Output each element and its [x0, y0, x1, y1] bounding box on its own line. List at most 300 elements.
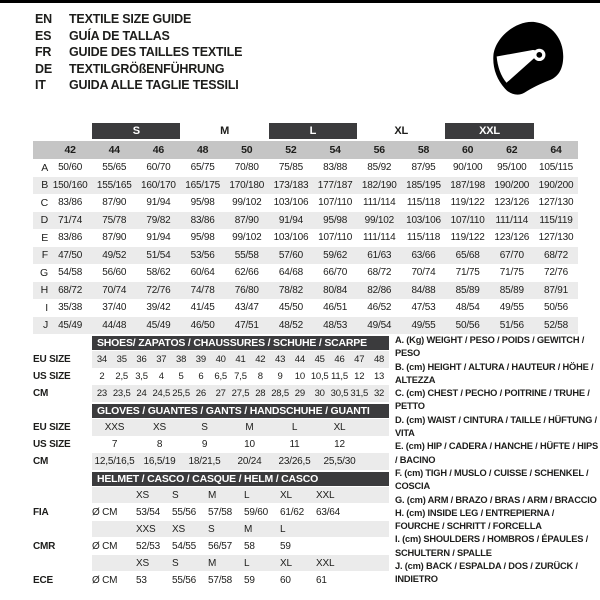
size-column-header: 50 — [241, 144, 253, 156]
helmet-values-row — [33, 503, 389, 521]
measurement-row — [33, 282, 578, 300]
measurement-cell: 75/78 — [102, 214, 127, 226]
helmet-size-header: L — [280, 523, 286, 535]
shoe-us-size-cell: 12 — [354, 371, 365, 382]
helmet-diameter-cell: 56/57 — [208, 540, 233, 552]
row-letter: A — [41, 161, 48, 174]
legend-item: B. (cm) HEIGHT / ALTURA / HAUTEUR / HÖHE / ALTEZZA — [395, 361, 594, 385]
helmet-size-header: XXS — [136, 523, 156, 535]
gloves-cm-row — [33, 453, 389, 470]
helmet-diameter-cell: 55/56 — [172, 574, 197, 586]
measurement-cell: 47/51 — [234, 319, 259, 331]
measurement-cell: 68/72 — [543, 249, 568, 261]
measurement-cell: 83/86 — [58, 197, 83, 209]
gloves-us-cells — [92, 436, 389, 453]
measurement-cell: 119/122 — [450, 232, 485, 244]
measurement-cell: 65/68 — [455, 249, 480, 261]
measurement-cell: 45/49 — [146, 319, 171, 331]
measurement-cell: 90/100 — [452, 162, 483, 174]
language-line — [35, 77, 242, 94]
row-label-eu-size: EU SIZE — [33, 422, 71, 433]
shoe-cm-cell: 24 — [136, 388, 147, 399]
helmet-size-cells — [92, 521, 389, 537]
measurement-row — [33, 212, 578, 230]
measurement-cell: 105/115 — [538, 162, 573, 174]
helmet-standard-block — [33, 521, 389, 555]
measurement-cell: 53/56 — [190, 249, 215, 261]
measurement-cell: 119/122 — [450, 197, 485, 209]
measurement-cell: 71/75 — [499, 267, 524, 279]
helmet-size-header: XS — [172, 523, 185, 535]
legend-item: A. (Kg) WEIGHT / PESO / POIDS / GEWITCH / PESO — [395, 335, 585, 359]
measurement-cell: 50/60 — [58, 162, 83, 174]
helmet-size-header: XXL — [316, 489, 335, 501]
measurement-cell: 99/102 — [232, 197, 262, 209]
gloves-title-row — [33, 404, 389, 418]
shoe-eu-size-cell: 36 — [136, 354, 147, 365]
gloves-cm-cells — [92, 453, 389, 470]
guide-title: GUIDA ALLE TAGLIE TESSILI — [69, 78, 239, 93]
measurement-cell: 44/48 — [102, 319, 127, 331]
measurement-cell: 46/50 — [190, 319, 215, 331]
measurement-cells — [48, 159, 578, 177]
size-column-header: 52 — [285, 144, 297, 156]
measurement-row — [33, 264, 578, 282]
measurement-cell: 85/89 — [455, 284, 480, 296]
measurement-cell: 78/82 — [278, 284, 303, 296]
helmet-size-cells — [92, 487, 389, 503]
measurement-cells — [48, 177, 578, 195]
measurement-cell: 58/62 — [146, 267, 171, 279]
row-label-cm: CM — [33, 388, 49, 399]
row-label-us-size: US SIZE — [33, 439, 71, 450]
measurement-cell: 190/200 — [538, 179, 574, 191]
row-letter: H — [40, 284, 48, 297]
shoe-cm-cell: 32 — [373, 388, 385, 399]
row-letter: D — [40, 214, 48, 227]
language-line — [35, 61, 242, 78]
language-code: IT — [35, 78, 46, 93]
measurement-cell: 46/52 — [367, 302, 392, 314]
helmet-diameter-cell: 57/58 — [208, 574, 233, 586]
measurement-cell: 50/56 — [455, 319, 480, 331]
legend-item: D. (cm) WAIST / CINTURA / TAILLE / HÜFTUNG / VITA — [395, 414, 597, 439]
measurement-cell: 80/84 — [323, 284, 348, 296]
group-spacer — [534, 123, 578, 139]
measurement-cell: 70/74 — [411, 267, 436, 279]
shoe-us-size-cell: 5 — [178, 371, 184, 382]
shoe-us-size-cell: 6,5 — [214, 371, 227, 382]
row-letter: B — [41, 179, 48, 192]
helmet-size-header: XS — [136, 489, 149, 501]
measurement-cell: 85/89 — [499, 284, 524, 296]
helmet-diameter-cell: 54/55 — [172, 540, 197, 552]
measurement-cell: 87/90 — [234, 214, 259, 226]
shoe-eu-size-cell: 44 — [294, 354, 305, 365]
measurement-cell: 41/45 — [190, 302, 215, 314]
helmet-standard-block — [33, 555, 389, 589]
measurement-row — [33, 299, 578, 317]
measurement-cell: 82/86 — [367, 284, 392, 296]
measurement-cell: 150/160 — [52, 179, 88, 191]
helmet-sizes-row — [33, 487, 389, 503]
group-spacer — [33, 123, 92, 139]
helmet-diameter-cell: 55/56 — [172, 506, 197, 518]
helmet-diameter-cell: 60 — [280, 574, 291, 586]
measurement-cell: 68/72 — [367, 267, 392, 279]
row-label-cm: CM — [33, 456, 49, 467]
measurement-cell: 70/80 — [234, 162, 259, 174]
size-column-header: 48 — [196, 144, 209, 156]
shoe-eu-size-cell: 35 — [116, 354, 127, 365]
glove-cm-cell: 18/21,5 — [188, 456, 221, 467]
shoes-eu-cells — [92, 351, 389, 368]
measurement-cell: 83/86 — [190, 214, 215, 226]
measurement-cell: 48/52 — [278, 319, 303, 331]
legend-item: C. (cm) CHEST / PECHO / POITRINE / TRUHE / PETTO — [395, 388, 590, 412]
glove-us-size-cell: 9 — [201, 439, 208, 450]
helmet-value-cells — [92, 503, 389, 521]
measurement-cells — [48, 212, 578, 230]
measurement-cell: 43/47 — [234, 302, 259, 314]
size-column-header: 60 — [461, 144, 474, 156]
glove-cm-cell: 12,5/16,5 — [94, 456, 135, 467]
racing-helmet-icon — [486, 12, 568, 106]
measurement-legend — [395, 334, 598, 587]
measurement-row — [33, 229, 578, 247]
guide-title: GUIDE DES TAILLES TEXTILE — [69, 45, 243, 60]
shoe-cm-cell: 26 — [195, 388, 206, 399]
measurement-cells — [48, 299, 578, 317]
measurement-cell: 182/190 — [361, 179, 397, 191]
shoes-cm-cells — [92, 385, 389, 402]
measurement-cell: 51/56 — [499, 319, 524, 331]
measurement-cell: 111/114 — [363, 197, 396, 209]
measurement-cell: 49/55 — [411, 319, 436, 331]
measurement-cell: 91/94 — [146, 197, 171, 209]
diameter-unit-label: Ø CM — [92, 506, 118, 518]
glove-eu-size-cell: XS — [153, 422, 166, 433]
row-letter: C — [40, 196, 48, 209]
shoe-eu-size-cell: 40 — [215, 354, 226, 365]
measurement-row — [33, 194, 578, 212]
measurement-cell: 127/130 — [538, 232, 574, 244]
gloves-eu-cells — [92, 419, 389, 436]
measurement-row — [33, 159, 578, 177]
measurement-cell: 49/55 — [499, 302, 524, 314]
shoes-eu-row — [33, 351, 389, 368]
glove-us-size-cell: 7 — [111, 439, 118, 450]
size-column-header: 44 — [108, 144, 120, 156]
shoe-cm-cell: 23 — [96, 388, 107, 399]
shoes-us-row — [33, 368, 389, 385]
measurement-cell: 51/54 — [146, 249, 171, 261]
measurement-cell: 45/50 — [278, 302, 303, 314]
measurement-cell: 95/98 — [190, 197, 215, 209]
measurement-cell: 35/38 — [58, 302, 83, 314]
measurement-cell: 115/118 — [406, 197, 441, 209]
size-column-header: 46 — [152, 144, 165, 156]
measurement-cell: 71/74 — [58, 214, 83, 226]
helmet-size-header: M — [208, 557, 217, 569]
standard-name: ECE — [33, 574, 53, 586]
shoe-cm-cell: 24,5 — [152, 388, 171, 399]
measurement-cell: 95/100 — [497, 162, 527, 174]
helmet-values-row — [33, 537, 389, 555]
measurement-cell: 127/130 — [538, 197, 574, 209]
helmet-size-header: XS — [136, 557, 149, 569]
measurement-cell: 57/60 — [278, 249, 303, 261]
helmet-diameter-cell: 59 — [280, 540, 291, 552]
shoe-eu-size-cell: 37 — [156, 354, 167, 365]
shoe-us-size-cell: 11,5 — [330, 371, 348, 382]
helmet-size-header: S — [172, 489, 179, 501]
measurement-cell: 155/165 — [96, 179, 132, 191]
size-group-xl: XL — [394, 125, 409, 137]
measurement-cell: 55/58 — [234, 249, 259, 261]
measurement-cell: 52/58 — [543, 319, 568, 331]
measurement-cell: 111/114 — [495, 214, 529, 226]
shoe-us-size-cell: 7,5 — [234, 371, 247, 382]
measurement-cells — [48, 282, 578, 300]
glove-eu-size-cell: M — [245, 422, 254, 433]
measurement-cell: 123/126 — [494, 197, 530, 209]
standard-name: CMR — [33, 540, 56, 552]
helmet-size-header: L — [244, 489, 250, 501]
helmet-sizes-row — [33, 555, 389, 571]
glove-cm-cell: 25,5/30 — [323, 456, 356, 467]
unit-spacer — [92, 487, 136, 503]
measurement-cell: 190/200 — [494, 179, 530, 191]
unit-spacer — [92, 555, 136, 571]
measurement-cell: 160/170 — [141, 179, 176, 191]
measurement-cells — [48, 194, 578, 212]
measurement-cell: 60/64 — [190, 267, 215, 279]
size-group-row — [33, 123, 578, 139]
size-column-header: 56 — [373, 144, 385, 156]
shoe-us-size-cell: 13 — [373, 371, 385, 382]
helmet-size-cells — [92, 555, 389, 571]
shoe-eu-size-cell: 48 — [373, 354, 385, 365]
glove-eu-size-cell: S — [201, 422, 208, 433]
glove-cm-cell: 23/26,5 — [278, 456, 311, 467]
shoe-cm-cell: 28 — [255, 388, 266, 399]
measurement-cell: 91/94 — [278, 214, 303, 226]
helmet-size-header: XXL — [316, 557, 335, 569]
size-column-header: 42 — [64, 144, 76, 156]
measurement-cell: 87/91 — [543, 284, 568, 296]
language-code: FR — [35, 45, 52, 60]
helmet-size-header: L — [244, 557, 250, 569]
measurement-cell: 107/110 — [450, 214, 485, 226]
measurement-cell: 72/76 — [146, 284, 171, 296]
helmet-value-cells — [92, 537, 389, 555]
gloves-table-title: GLOVES / GUANTES / GANTS / HANDSCHUHE / GUANTI — [92, 404, 389, 418]
size-column-header: 62 — [506, 144, 518, 156]
guide-title: TEXTILE SIZE GUIDE — [69, 12, 192, 27]
glove-eu-size-cell: L — [291, 422, 298, 433]
shoe-us-size-cell: 8 — [257, 371, 263, 382]
measurement-cell: 64/68 — [278, 267, 303, 279]
helmet-diameter-cell: 63/64 — [316, 506, 341, 518]
size-group-xxl: XXL — [445, 123, 533, 139]
helmet-diameter-cell — [316, 537, 352, 555]
measurement-cells — [48, 247, 578, 265]
glove-cm-cell: 20/24 — [237, 456, 262, 467]
measurement-cell: 177/187 — [317, 179, 353, 191]
measurement-cell: 99/102 — [364, 214, 394, 226]
measurement-cell: 87/90 — [102, 232, 127, 244]
title-spacer — [33, 336, 92, 350]
measurement-cell: 115/119 — [539, 214, 573, 226]
helmet-size-table — [33, 472, 389, 589]
top-border-rule — [0, 0, 600, 3]
helmet-standards — [33, 487, 389, 589]
measurement-cell: 170/180 — [229, 179, 265, 191]
helmet-standard-block — [33, 487, 389, 521]
size-column-header: 58 — [417, 144, 430, 156]
gloves-us-row — [33, 436, 389, 453]
measurement-cell: 91/94 — [146, 232, 171, 244]
sizes-row-spacer — [33, 555, 92, 571]
measurement-cell: 84/88 — [411, 284, 436, 296]
title-spacer — [33, 472, 92, 486]
measurement-cell: 115/118 — [406, 232, 441, 244]
sizes-row-spacer — [33, 487, 92, 503]
shoe-us-size-cell: 4 — [158, 371, 164, 382]
helmet-size-header: XL — [280, 557, 292, 569]
diameter-unit-label: Ø CM — [92, 540, 118, 552]
gloves-size-table — [33, 404, 389, 470]
language-code: EN — [35, 12, 52, 27]
language-header — [35, 11, 242, 94]
measurement-cell: 123/126 — [494, 232, 530, 244]
legend-item: I. (cm) SHOULDERS / HOMBROS / ÉPAULES / SCHULTERN / SPALLE — [395, 534, 588, 558]
helmet-size-header: S — [172, 557, 179, 569]
measurement-cell: 107/110 — [318, 197, 353, 209]
measurement-cell: 111/114 — [363, 232, 396, 244]
measurement-cells — [48, 229, 578, 247]
helmet-diameter-cell: 61/62 — [280, 506, 305, 518]
shoe-us-size-cell: 10 — [294, 371, 305, 382]
language-line — [35, 11, 242, 28]
shoe-us-size-cell: 2,5 — [115, 371, 128, 382]
size-column-header: 64 — [550, 144, 562, 156]
measurement-cell: 63/66 — [411, 249, 436, 261]
helmet-value-cells — [92, 571, 389, 589]
helmet-values-row — [33, 571, 389, 589]
size-column-header: 54 — [329, 144, 341, 156]
measurement-cell: 59/62 — [323, 249, 348, 261]
measurement-cell: 83/86 — [58, 232, 83, 244]
shoe-cm-cell: 30 — [314, 388, 325, 399]
measurement-cell: 103/106 — [273, 232, 309, 244]
shoe-cm-cell: 23,5 — [112, 388, 131, 399]
standard-name: FIA — [33, 506, 49, 518]
unit-spacer — [92, 521, 136, 537]
shoes-title-row — [33, 336, 389, 350]
measurement-cell: 65/75 — [190, 162, 215, 174]
measurement-cell: 54/58 — [58, 267, 83, 279]
row-letter: F — [41, 249, 48, 262]
measurement-cell: 95/98 — [190, 232, 215, 244]
accessory-tables — [33, 336, 389, 589]
row-letter: G — [40, 266, 48, 279]
helmet-size-header: S — [208, 523, 215, 535]
language-line — [35, 28, 242, 45]
helmet-size-header: XL — [280, 489, 292, 501]
shoe-us-size-cell: 10,5 — [310, 371, 329, 382]
helmet-table-title: HELMET / CASCO / CASQUE / HELM / CASCO — [92, 472, 389, 486]
measurement-cell: 49/52 — [102, 249, 127, 261]
shoe-cm-cell: 27,5 — [231, 388, 250, 399]
measurement-cell: 61/63 — [367, 249, 392, 261]
measurement-cell: 62/66 — [234, 267, 259, 279]
measurement-rows — [33, 159, 578, 334]
measurement-cell: 67/70 — [499, 249, 524, 261]
measurement-cell: 187/198 — [450, 179, 485, 191]
glove-cm-cell: 16,5/19 — [143, 456, 176, 467]
measurement-cells — [48, 264, 578, 282]
guide-title: GUÍA DE TALLAS — [69, 28, 170, 43]
shoe-eu-size-cell: 34 — [96, 354, 107, 365]
row-label-us-size: US SIZE — [33, 371, 71, 382]
row-letter: J — [42, 319, 48, 332]
legend-item: F. (cm) TIGH / MUSLO / CUISSE / SCHENKEL / COSCIA — [395, 467, 589, 492]
measurement-cell: 48/54 — [455, 302, 480, 314]
size-group-m: M — [220, 125, 230, 137]
measurement-cell: 46/51 — [323, 302, 348, 314]
measurement-cell: 83/88 — [323, 162, 348, 174]
shoe-eu-size-cell: 38 — [176, 354, 187, 365]
measurement-cell: 165/175 — [185, 179, 220, 191]
shoe-us-size-cell: 6 — [198, 371, 204, 382]
measurement-cell: 68/72 — [58, 284, 83, 296]
row-letter: E — [41, 231, 48, 244]
measurement-cell: 48/53 — [323, 319, 348, 331]
shoes-us-cells — [92, 368, 389, 385]
measurement-cell: 173/183 — [273, 179, 309, 191]
measurement-cell: 107/110 — [318, 232, 353, 244]
shoe-eu-size-cell: 45 — [314, 354, 325, 365]
helmet-diameter-cell: 58 — [244, 540, 255, 552]
size-group-s: S — [92, 123, 180, 139]
title-spacer — [33, 404, 92, 418]
helmet-sizes-row — [33, 521, 389, 537]
shoes-cm-row — [33, 385, 389, 402]
shoe-cm-cell: 27 — [215, 388, 226, 399]
glove-us-size-cell: 10 — [244, 439, 255, 450]
measurement-cell: 75/85 — [278, 162, 303, 174]
shoe-cm-cell: 28,5 — [271, 388, 289, 399]
language-line — [35, 44, 242, 61]
shoe-cm-cell: 25,5 — [172, 388, 190, 399]
size-header-cells — [48, 141, 578, 159]
measurement-cell: 60/70 — [146, 162, 171, 174]
shoe-cm-cell: 29 — [294, 388, 305, 399]
helmet-size-header — [316, 521, 352, 537]
helmet-diameter-cell: 57/58 — [208, 506, 233, 518]
language-code: DE — [35, 61, 52, 76]
row-label-eu-size: EU SIZE — [33, 354, 71, 365]
measurement-cell: 85/92 — [367, 162, 392, 174]
gloves-eu-row — [33, 419, 389, 436]
diameter-unit-label: Ø CM — [92, 574, 118, 586]
measurement-cell: 50/56 — [543, 302, 568, 314]
shoes-table-title: SHOES/ ZAPATOS / CHAUSSURES / SCHUHE / SCARPE — [92, 336, 389, 350]
glove-us-size-cell: 12 — [334, 439, 345, 450]
measurement-cell: 103/106 — [273, 197, 309, 209]
